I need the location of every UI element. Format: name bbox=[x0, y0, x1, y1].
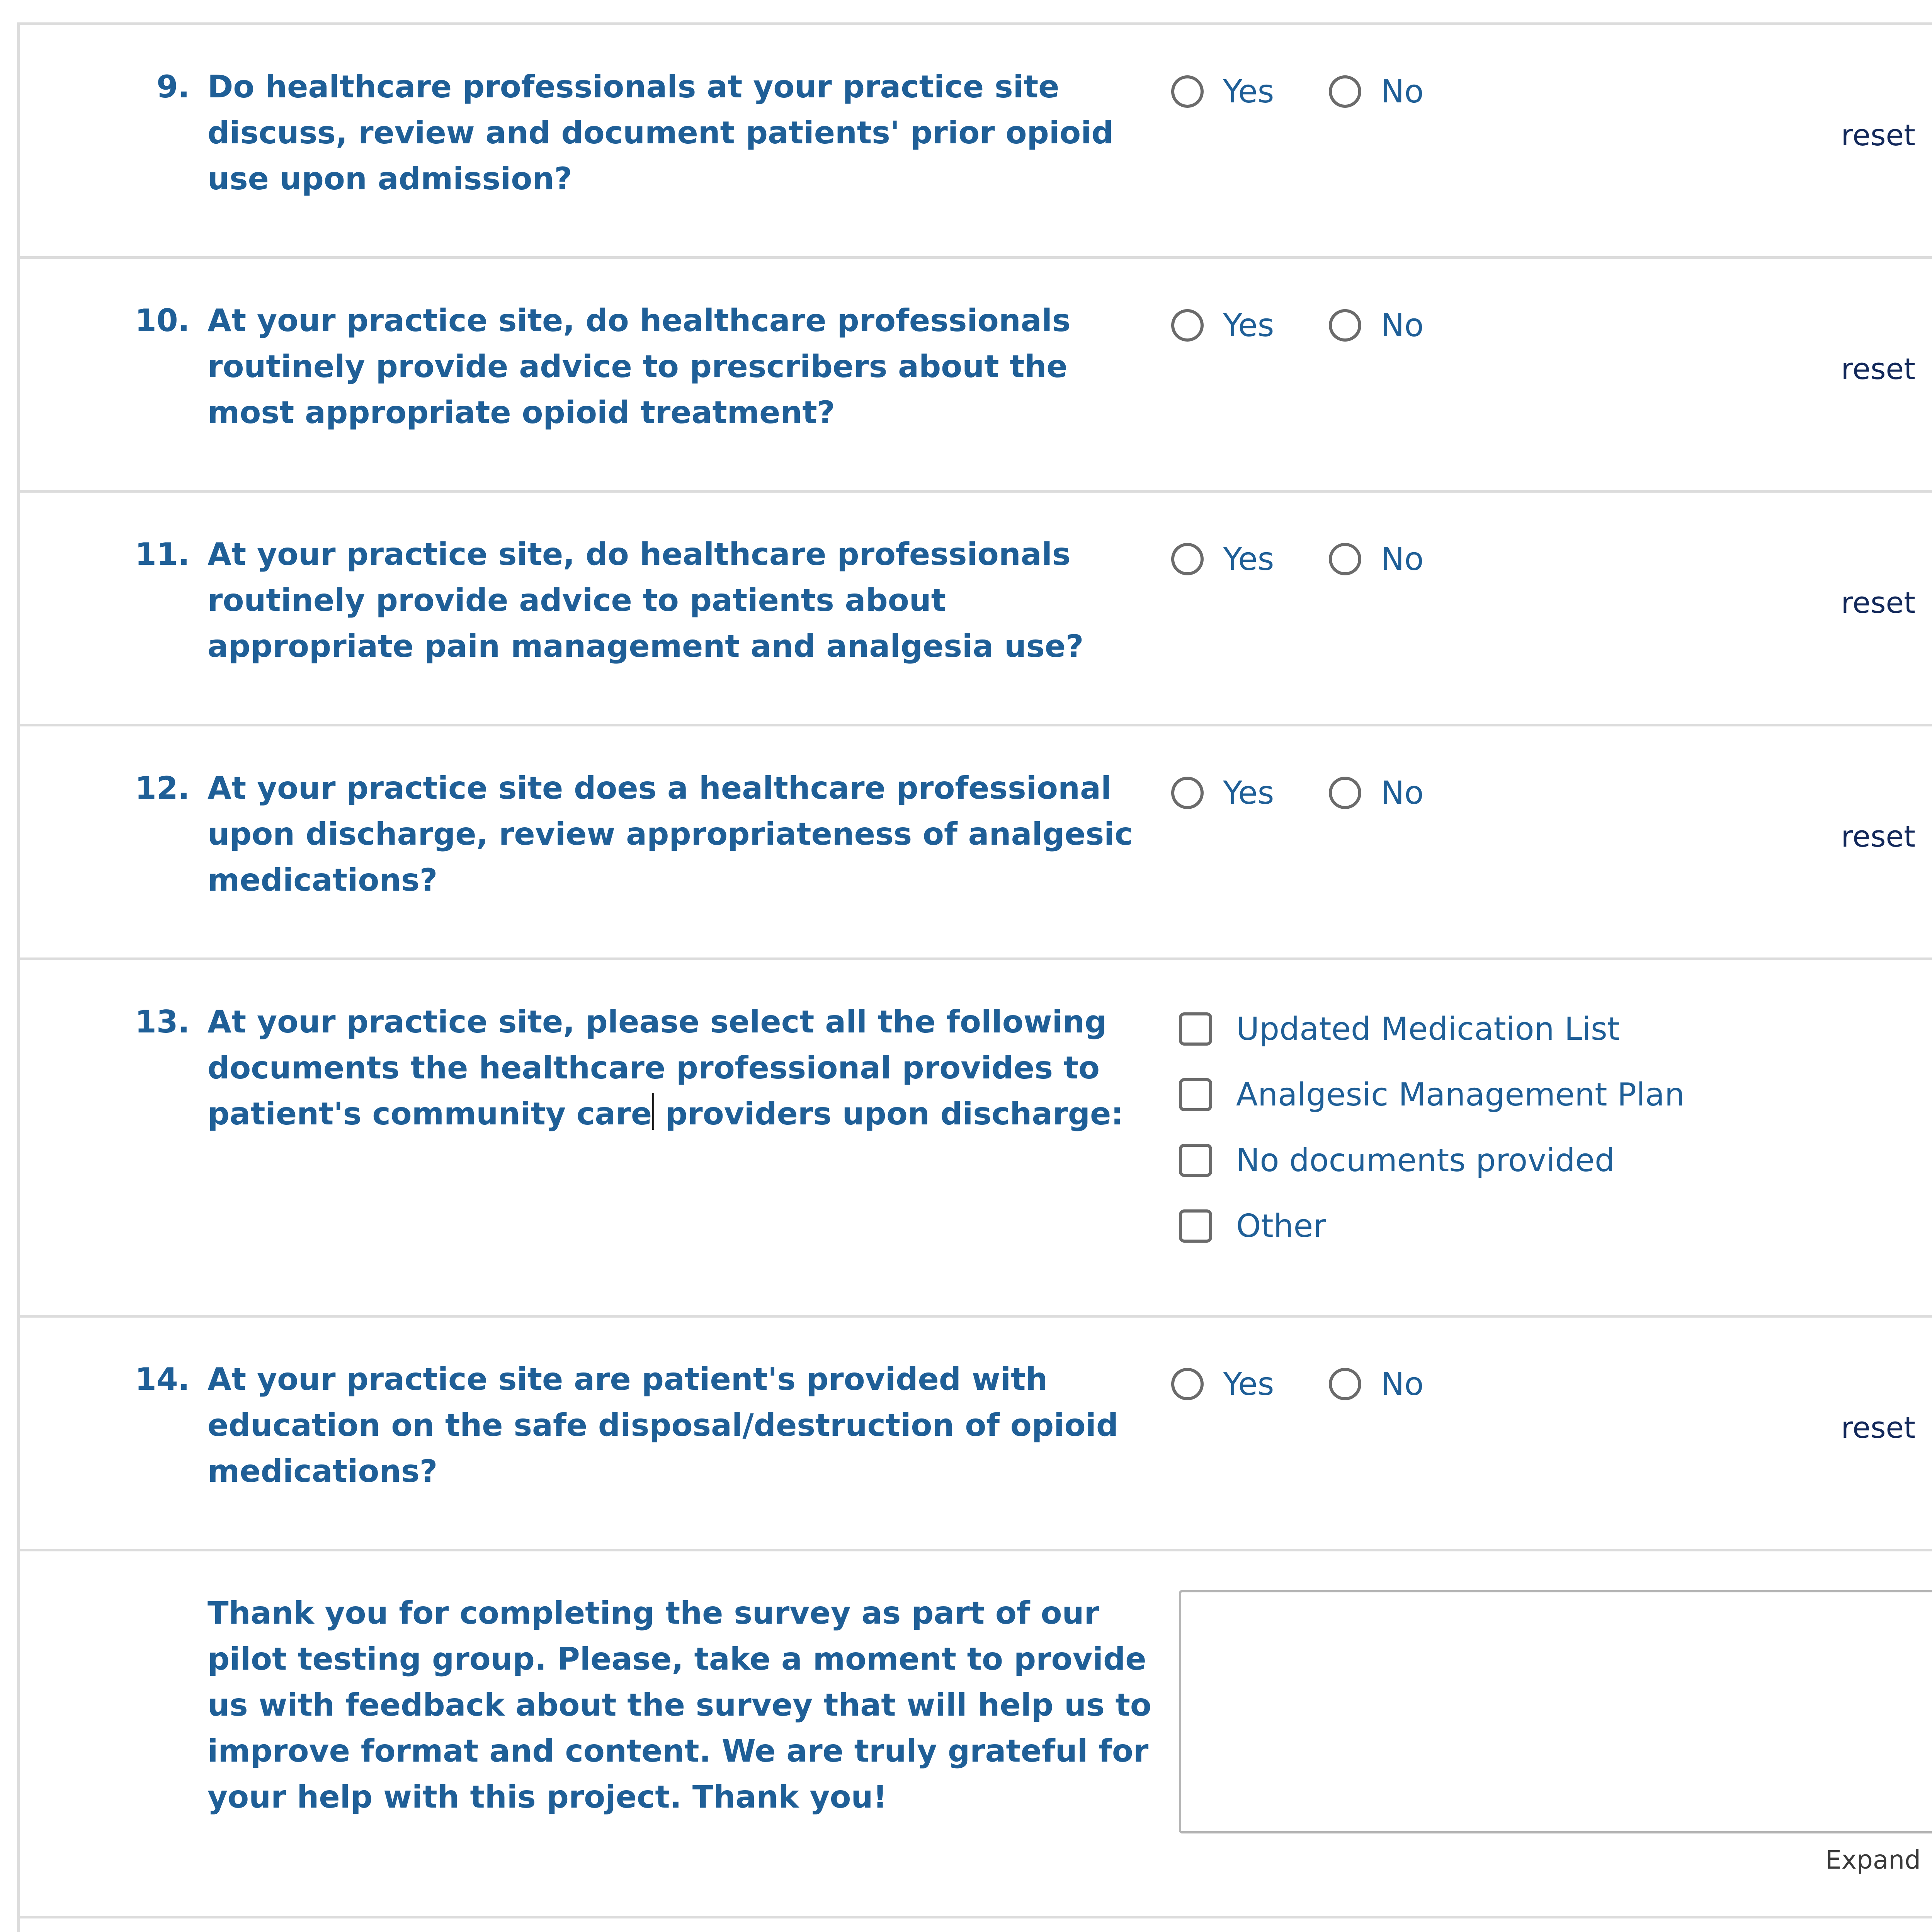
checkbox-icon[interactable] bbox=[1179, 1078, 1212, 1111]
question-number: 11. bbox=[135, 536, 190, 572]
question-text bbox=[207, 999, 1135, 1137]
radio-label[interactable]: No bbox=[1381, 307, 1424, 344]
radio-yes[interactable] bbox=[1171, 774, 1274, 812]
reset-link[interactable]: reset bbox=[1841, 118, 1915, 152]
radio-label[interactable]: Yes bbox=[1223, 1366, 1274, 1403]
question-text: At your practice site does a healthcare professional upon discharge, review appropriateness of analgesic medications? bbox=[207, 770, 1133, 898]
radio-circle-icon[interactable] bbox=[1329, 309, 1361, 342]
radio-yes[interactable] bbox=[1171, 306, 1274, 345]
radio-yes[interactable] bbox=[1171, 540, 1274, 578]
radio-label[interactable]: Yes bbox=[1223, 774, 1274, 811]
reset-link[interactable]: reset bbox=[1841, 352, 1915, 386]
question-row bbox=[20, 25, 1932, 259]
reset-link[interactable]: reset bbox=[1841, 819, 1915, 854]
question-text: At your practice site, do healthcare professionals routinely provide advice to patients about appropriate pain management and analgesia use? bbox=[207, 536, 1084, 664]
question-number: 9. bbox=[156, 69, 190, 105]
question-row bbox=[20, 726, 1932, 960]
question-row bbox=[20, 259, 1932, 493]
question-row bbox=[20, 1318, 1932, 1551]
radio-label[interactable]: Yes bbox=[1223, 73, 1274, 110]
radio-circle-icon[interactable] bbox=[1329, 75, 1361, 108]
radio-circle-icon[interactable] bbox=[1171, 543, 1204, 575]
expand-link[interactable]: Expand bbox=[1825, 1845, 1921, 1875]
feedback-text: Thank you for completing the survey as part of our pilot testing group. Please, take a moment to provide us with feedback about the survey that will help us to improve format and content. We are truly grateful for your help with this project. Thank you! bbox=[207, 1595, 1151, 1815]
radio-no[interactable] bbox=[1329, 774, 1424, 812]
radio-no[interactable] bbox=[1329, 306, 1424, 345]
question-text-part: At your practice site, please select all the following documents the healthcare professional provides to patient's community care bbox=[207, 1004, 1107, 1132]
question-row bbox=[20, 960, 1932, 1318]
question-number: 13. bbox=[135, 1004, 190, 1040]
question-number: 12. bbox=[135, 770, 190, 806]
survey-form bbox=[17, 22, 1932, 1932]
radio-label[interactable]: No bbox=[1381, 774, 1424, 811]
radio-circle-icon[interactable] bbox=[1171, 75, 1204, 108]
radio-no[interactable] bbox=[1329, 540, 1424, 578]
radio-label[interactable]: No bbox=[1381, 73, 1424, 110]
radio-label[interactable]: Yes bbox=[1223, 541, 1274, 578]
question-text: At your practice site, do healthcare professionals routinely provide advice to prescribers about the most appropriate opioid treatment? bbox=[207, 303, 1071, 430]
question-text: Do healthcare professionals at your practice site discuss, review and document patients' prior opioid use upon admission? bbox=[207, 69, 1114, 197]
checkbox-icon[interactable] bbox=[1179, 1144, 1212, 1177]
checkbox-label[interactable]: Updated Medication List bbox=[1236, 1010, 1620, 1048]
radio-circle-icon[interactable] bbox=[1171, 1368, 1204, 1400]
question-row bbox=[20, 493, 1932, 726]
checkbox-analgesic-management-plan[interactable] bbox=[1179, 1075, 1685, 1114]
checkbox-no-documents-provided[interactable] bbox=[1179, 1141, 1615, 1180]
question-number: 10. bbox=[135, 303, 190, 338]
checkbox-icon[interactable] bbox=[1179, 1209, 1212, 1243]
checkbox-updated-medication-list[interactable] bbox=[1179, 1010, 1620, 1048]
checkbox-icon[interactable] bbox=[1179, 1012, 1212, 1046]
radio-label[interactable]: Yes bbox=[1223, 307, 1274, 344]
checkbox-other[interactable] bbox=[1179, 1207, 1326, 1245]
question-text: At your practice site are patient's provided with education on the safe disposal/destruction of opioid medications? bbox=[207, 1361, 1119, 1489]
question-text-part: providers upon discharge: bbox=[655, 1096, 1124, 1132]
radio-circle-icon[interactable] bbox=[1329, 777, 1361, 809]
radio-circle-icon[interactable] bbox=[1171, 309, 1204, 342]
radio-yes[interactable] bbox=[1171, 72, 1274, 111]
radio-no[interactable] bbox=[1329, 1365, 1424, 1403]
text-cursor bbox=[652, 1093, 654, 1130]
radio-circle-icon[interactable] bbox=[1329, 543, 1361, 575]
radio-no[interactable] bbox=[1329, 72, 1424, 111]
actions-row bbox=[20, 1918, 1932, 1932]
radio-label[interactable]: No bbox=[1381, 1366, 1424, 1403]
feedback-textarea[interactable] bbox=[1179, 1590, 1932, 1833]
feedback-row bbox=[20, 1551, 1932, 1918]
radio-circle-icon[interactable] bbox=[1171, 777, 1204, 809]
radio-label[interactable]: No bbox=[1381, 541, 1424, 578]
radio-yes[interactable] bbox=[1171, 1365, 1274, 1403]
checkbox-label[interactable]: Analgesic Management Plan bbox=[1236, 1076, 1685, 1113]
reset-link[interactable]: reset bbox=[1841, 1410, 1915, 1445]
question-number: 14. bbox=[135, 1361, 190, 1397]
checkbox-label[interactable]: Other bbox=[1236, 1208, 1326, 1245]
reset-link[interactable]: reset bbox=[1841, 585, 1915, 620]
radio-circle-icon[interactable] bbox=[1329, 1368, 1361, 1400]
checkbox-label[interactable]: No documents provided bbox=[1236, 1142, 1615, 1179]
